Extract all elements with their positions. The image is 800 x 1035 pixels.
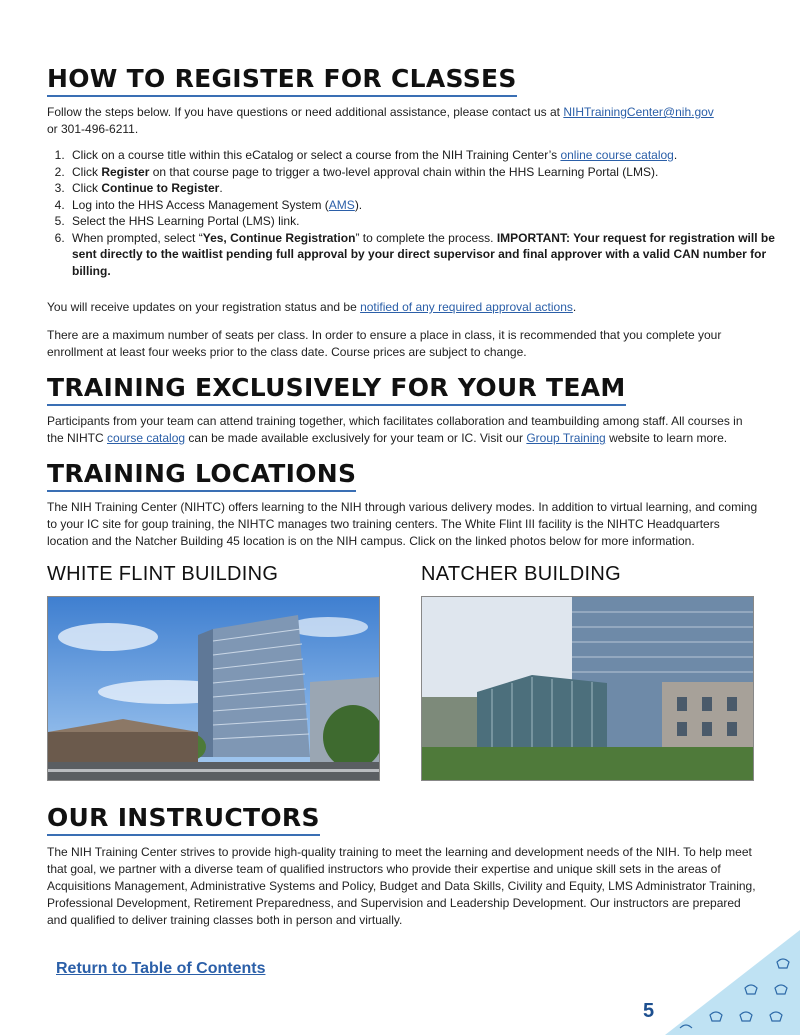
step-4-text: Log into the HHS Access Management System ( — [72, 197, 329, 212]
step-2-bold: Register — [101, 164, 150, 179]
step-2-end: on that course page to trigger a two-level approval chain within the HHS Learning Portal (LMS). — [149, 164, 659, 179]
step-4-end: ). — [354, 197, 363, 212]
step-3-end: . — [219, 181, 223, 195]
step-3-bold: Continue to Register — [101, 181, 220, 195]
team-text-a: Participants from your team can attend training together, which facilitates collaboration and teambuilding among staff. All courses in the NIHTC — [47, 414, 743, 445]
updates-text-end: . — [572, 300, 577, 314]
register-heading: HOW TO REGISTER FOR CLASSES — [47, 64, 517, 97]
registration-steps — [47, 147, 783, 279]
team-heading: TRAINING EXCLUSIVELY FOR YOUR TEAM — [47, 373, 626, 406]
step-2-text: Click — [72, 164, 102, 179]
seats-text: There are a maximum number of seats per class. In order to ensure a place in class, it is recommended that you complete your enrollment at least four weeks prior to the class date. Course prices are subject to change. — [47, 328, 722, 359]
online-course-catalog-link[interactable]: online course catalog — [560, 148, 674, 162]
white-flint-photo[interactable] — [47, 596, 380, 781]
updates-text-a: You will receive updates on your registration status and be — [47, 300, 361, 314]
instructors-text: The NIH Training Center strives to provide high-quality training to meet the learning and development needs of the NIH. To help meet that goal, we partner with a diverse team of qualified instructors who provide their expertise and unique skill sets in the areas of Acquisitions Management, Administrative Systems and Policy, Budget and Data Skills, Civility and Equity, LMS Administrator Training, Professional Development, Retirement Preparedness, and Supervision and Leadership Development. Our instructors are prepared and qualified to deliver training classes both in person and virtually. — [47, 845, 756, 927]
updates-text — [47, 299, 762, 316]
step-5: 5. Select the HHS Learning Portal (LMS) link. — [68, 213, 783, 230]
white-flint-label: WHITE FLINT BUILDING — [47, 563, 279, 585]
return-to-toc-link[interactable]: Return to Table of Contents — [56, 960, 266, 977]
step-4 — [68, 197, 783, 214]
step-6 — [68, 230, 783, 280]
team-text — [47, 413, 762, 447]
natcher-photo[interactable] — [421, 596, 754, 781]
register-intro — [47, 104, 762, 138]
locations-text: The NIH Training Center (NIHTC) offers learning to the NIH through various delivery modes. In addition to virtual learning, and coming to your IC site for goup training, the NIHTC manages two training centers. The White Flint III facility is the NIHTC Headquarters location and the Natcher Building 45 location is on the NIH campus. Click on the linked photos below for more information. — [47, 500, 758, 548]
course-catalog-link[interactable]: course catalog — [107, 431, 186, 445]
intro-text: Follow the steps below. If you have questions or need additional assistance, please contact us at — [47, 105, 564, 119]
natcher-building-image — [422, 597, 753, 780]
important-note: IMPORTANT: Your request for registration will be sent directly to the waitlist pending full approval by your direct supervisor and final approver with a valid CAN number for billing. — [72, 230, 775, 278]
team-text-c: website to learn more. — [605, 431, 728, 445]
phone-text: or 301-496-6211. — [47, 122, 139, 136]
step-6-bold: Yes, Continue Registration — [202, 230, 356, 245]
white-flint-building-image — [48, 597, 379, 780]
step-1-text: Click on a course title within this eCatalog or select a course from the NIH Training Center’s — [72, 148, 561, 162]
step-3-text: Click — [72, 181, 102, 195]
step-3 — [68, 180, 783, 197]
natcher-label: NATCHER BUILDING — [421, 563, 622, 585]
step-1 — [68, 147, 783, 164]
group-training-link[interactable]: Group Training — [526, 431, 606, 445]
instructors-heading: OUR INSTRUCTORS — [47, 803, 320, 836]
ams-link[interactable]: AMS — [328, 197, 355, 212]
page-number: 5 — [643, 1000, 655, 1022]
decorative-corner-triangle — [665, 930, 800, 1035]
step-6-text: When prompted, select “ — [72, 230, 203, 245]
locations-heading: TRAINING LOCATIONS — [47, 459, 356, 492]
email-link[interactable]: NIHTrainingCenter@nih.gov — [563, 105, 714, 119]
team-text-b: can be made available exclusively for your team or IC. Visit our — [185, 431, 527, 445]
step-1-end: . — [673, 148, 678, 162]
approval-actions-link[interactable]: notified of any required approval actions — [360, 300, 573, 314]
step-2 — [68, 164, 783, 181]
step-6-mid: ” to complete the process. — [355, 230, 497, 245]
